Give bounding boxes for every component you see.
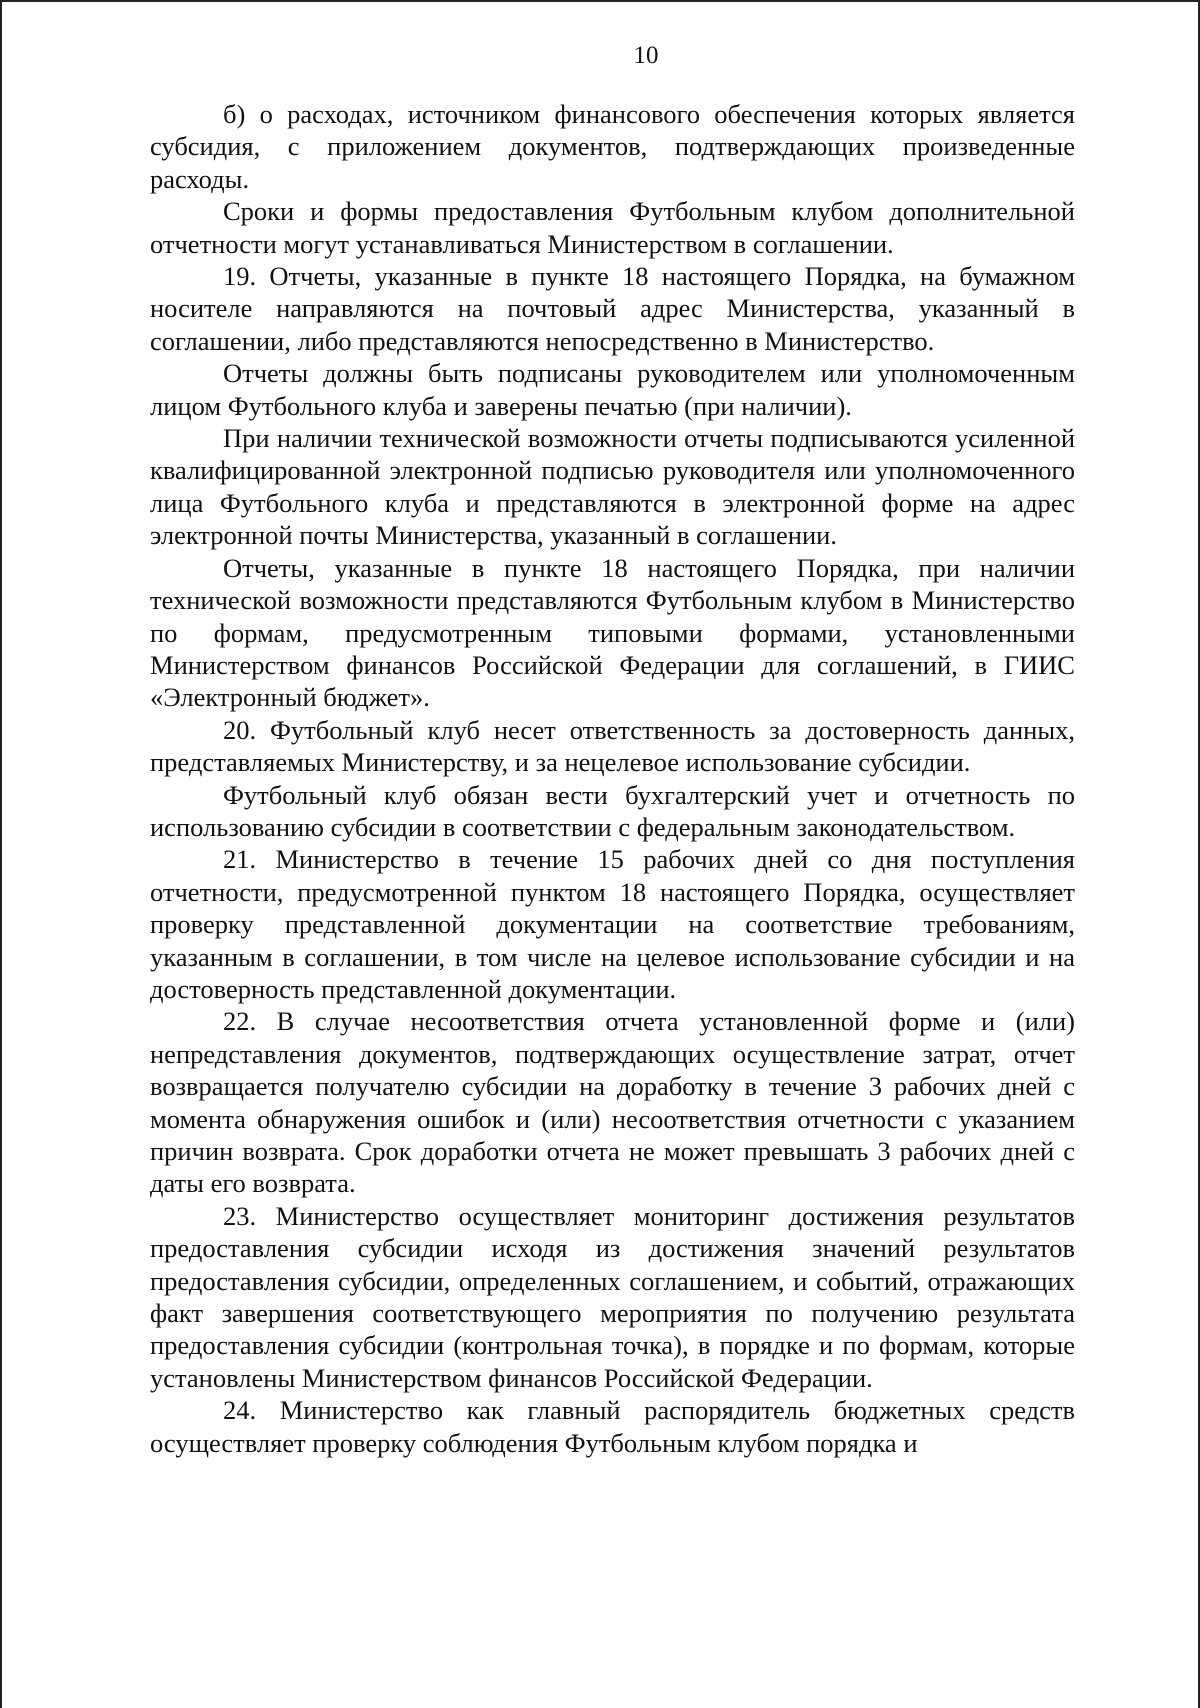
paragraph-20: 20. Футбольный клуб несет ответственность за достоверность данных, представляемых Министерству, и за нецелевое использование субсидии. (150, 714, 1075, 778)
paragraph-additional-reporting: Сроки и формы предоставления Футбольным клубом дополнительной отчетности могут устанавливаться Министерством в соглашении. (150, 196, 1075, 259)
paragraph-report-expenses: б) о расходах, источником финансового обеспечения которых является субсидия, с приложением документов, подтверждающих произведенные расходы. (150, 99, 1075, 194)
paragraph-electronic-signature: При наличии технической возможности отчеты подписываются усиленной квалифицированной электронной подписью руководителя или уполномоченного лица Футбольного клуба и представляются в электронной форме на адрес электронной почты Министерства, указанный в соглашении. (150, 423, 1075, 551)
paragraph-giis-budget: Отчеты, указанные в пункте 18 настоящего Порядка, при наличии технической возможности представляются Футбольным клубом в Министерство по формам, предусмотренным типовыми формами, установленными Министерством финансов Российской Федерации для соглашений, в ГИИС «Электронный бюджет». (150, 552, 1075, 713)
paragraph-reports-signed: Отчеты должны быть подписаны руководителем или уполномоченным лицом Футбольного клуба и заверены печатью (при наличии). (150, 358, 1075, 421)
paragraph-22: 22. В случае несоответствия отчета установленной форме и (или) непредставления документов, подтверждающих осуществление затрат, отчет возвращается получателю субсидии на доработку в течение 3 рабочих дней с момента обнаружения ошибок и (или) несоответствия отчетности с указанием причин возврата. Срок доработки отчета не может превышать 3 рабочих дней с даты его возврата. (150, 1006, 1075, 1199)
paragraph-23: 23. Министерство осуществляет мониторинг достижения результатов предоставления субсидии исходя из достижения значений результатов предоставления субсидии, определенных соглашением, и событий, отражающих факт завершения соответствующего мероприятия по получению результата предоставления субсидии (контрольная точка), в порядке и по формам, которые установлены Министерством финансов Российской Федерации. (150, 1200, 1075, 1393)
paragraph-19: 19. Отчеты, указанные в пункте 18 настоящего Порядка, на бумажном носителе направляются на почтовый адрес Министерства, указанный в соглашении, либо представляются непосредственно в Министерство. (150, 261, 1075, 356)
paragraph-21: 21. Министерство в течение 15 рабочих дней со дня поступления отчетности, предусмотренной пунктом 18 настоящего Порядка, осуществляет проверку представленной документации на соответствие требованиям, указанным в соглашении, в том числе на целевое использование субсидии и на достоверность представленной документации. (150, 844, 1075, 1004)
page-number: 10 (633, 42, 659, 69)
paragraph-accounting: Футбольный клуб обязан вести бухгалтерский учет и отчетность по использованию субсидии в соответствии с федеральным законодательством. (150, 779, 1075, 842)
paragraph-24: 24. Министерство как главный распорядитель бюджетных средств осуществляет проверку соблюдения Футбольным клубом порядка и (150, 1395, 1075, 1458)
document-body (150, 98, 1075, 1459)
